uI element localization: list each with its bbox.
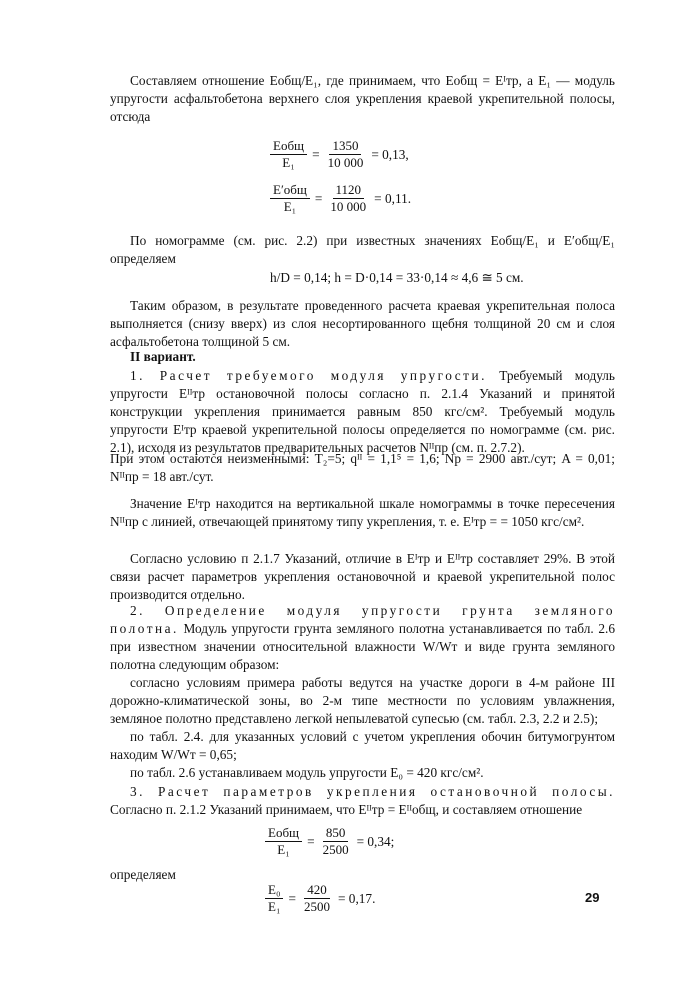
equation-thickness: h/D = 0,14; h = D·0,14 = 33·0,14 ≈ 4,6 ≅ 5 см. xyxy=(270,270,524,285)
section-heading-variant-2: II вариант. xyxy=(130,349,196,364)
page-number: 29 xyxy=(585,890,600,905)
paragraph-difference: Согласно условию п 2.1.7 Указаний, отличие в Eᴵтр и Eᴵᴵтр составляет 29%. В этой связи расчет параметров укрепления остановочной и краевой укрепительной полос производится отдельно. xyxy=(110,551,615,602)
paragraph-table-2-4: по табл. 2.4. для указанных условий с учетом укрепления обочин битумогрунтом находим W/Wт = 0,65; xyxy=(110,729,615,762)
paragraph-stopping-lane: 3. Расчет параметров укрепления остановочной полосы. Согласно п. 2.1.2 Указаний принимаем, что Eᴵᴵтр = Eᴵᴵобщ, и составляем отношение xyxy=(110,784,615,817)
paragraph-constants: При этом остаются неизменными: T₂=5; qᴵᴵ = 1,1⁵ = 1,6; Nр = 2900 авт./сут; A = 0,01; Nᴵᴵпр = 18 авт./сут. xyxy=(110,451,615,484)
equation-ratio-3: $\frac{\text{Eобщ}}{\text{E₁}}$ = $\frac{850}{2500}$ = 0,34; xyxy=(265,825,399,858)
paragraph-conditions: согласно условиям примера работы ведутся на участке дороги в 4-м районе III дорожно-климатической зоны, во 2-м типе местности по условиям увлажнения, земляное полотно представлено легкой непылеватой супесью (см. табл. 2.3, 2.2 и 2.5); xyxy=(110,675,615,726)
equation-ratio-1: $\frac{\text{Eобщ}}{\text{E₁}}$ = $\frac{1350}{10 000}$ = 0,13, xyxy=(270,138,414,171)
paragraph-table-2-6: по табл. 2.6 устанавливаем модуль упругости E₀ = 420 кгс/см². xyxy=(130,765,484,780)
paragraph-required-modulus: 1. Расчет требуемого модуля упругости. Требуемый модуль упругости Eᴵᴵтр остановочной полосы согласно п. 2.1.4 Указаний и принятой конструкции укрепления принимается равным 850 кгс/см². Требуемый модуль упругости Eᴵтр краевой укрепительной полосы определяется по номограмме (см. рис. 2.1), исходя из результатов предварительных расчетов Nᴵᴵпр (см. п. 2.7.2). xyxy=(110,368,616,455)
paragraph-soil-modulus: 2. Определение модуля упругости грунта земляного полотна. Модуль упругости грунта земляного полотна устанавливается по табл. 2.6 при известном значении относительной влажности W/Wт и виде грунта земляного полотна следующим образом: xyxy=(110,603,615,672)
paragraph-nomogram: По номограмме (см. рис. 2.2) при известных значениях Eобщ/E₁ и E′общ/E₁ определяем xyxy=(110,233,615,266)
paragraph-determine: определяем xyxy=(110,867,176,882)
paragraph-value-intersection: Значение Eᴵтр находится на вертикальной шкале номограммы в точке пересечения Nᴵᴵпр с линией, отвечающей принятому типу укрепления, т. е. Eᴵтр = = 1050 кгс/см². xyxy=(110,496,615,529)
paragraph-conclusion: Таким образом, в результате проведенного расчета краевая укрепительная полоса выполняется (снизу вверх) из слоя несортированного щебня толщиной 20 см и слоя асфальтобетона толщиной 5 см. xyxy=(110,298,615,349)
equation-ratio-2: $\frac{\text{E′общ}}{\text{E₁}}$ = $\frac{1120}{10 000}$ = 0,11. xyxy=(270,182,416,215)
equation-ratio-4: $\frac{\text{E₀}}{\text{E₁}}$ = $\frac{420}{2500}$ = 0,17. xyxy=(265,882,380,915)
paragraph-ratio-intro: Составляем отношение Eобщ/E₁, где принимаем, что Eобщ = Eᴵтр, а E₁ — модуль упругости асфальтобетона верхнего слоя укрепления краевой укрепительной полосы, отсюда xyxy=(110,73,615,124)
